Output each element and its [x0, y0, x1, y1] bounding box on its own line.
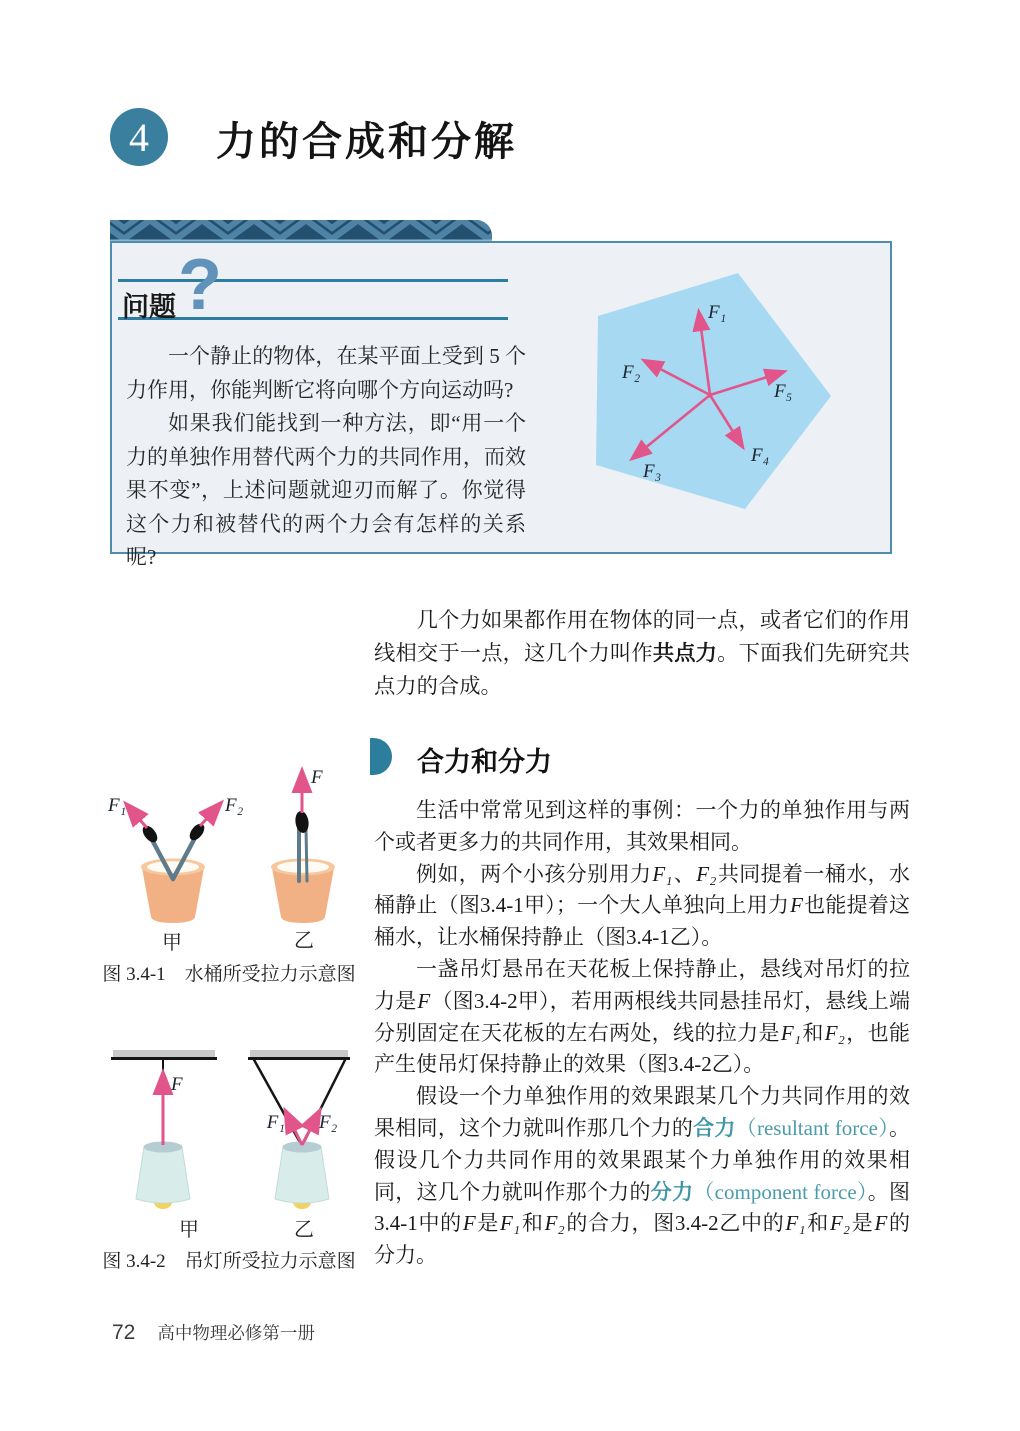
body-paragraph: 一盏吊灯悬吊在天花板上保持静止，悬线对吊灯的拉力是F（图3.4-2甲），若用两根线共同悬挂吊灯，悬线上端分别固定在天花板的左右两处，线的拉力是F₁和F₂，也能产生使吊灯保持静止的效果（图3.4-2乙）。: [374, 956, 911, 1077]
force-label-f1: F₁: [108, 795, 127, 816]
subfigure-label-yi: 乙: [294, 1219, 314, 1241]
lampshade-right: [275, 1147, 329, 1203]
handle-right-rod2: [306, 829, 307, 881]
subfigure-label-yi: 乙: [294, 930, 314, 952]
section-heading: 合力和分力: [417, 747, 552, 777]
bucket-left-opening: [147, 861, 199, 873]
subfigure-label-jia: 甲: [162, 932, 182, 954]
force-label-f: F: [311, 767, 323, 788]
figure-3-4-2: [100, 1046, 365, 1276]
footer-book-title: 高中物理必修第一册: [157, 1323, 315, 1343]
figure-caption: 图 3.4-1 水桶所受拉力示意图: [102, 964, 356, 985]
ceiling-bar-right: [250, 1050, 348, 1058]
lampshade-left: [136, 1147, 190, 1203]
hand-right-icon: [187, 821, 207, 843]
force-label-f3: F₃: [643, 461, 662, 482]
force-arrow-f1: [127, 805, 147, 828]
heading-rule-top: [118, 279, 508, 282]
body-paragraph: 生活中常常见到这样的事例：一个力的单独作用与两个或者更多力的共同作用，其效果相同。: [374, 798, 910, 854]
five-forces-diagram: [588, 265, 890, 551]
section-bullet-icon: [370, 738, 392, 775]
heading-rule-bottom: [118, 317, 508, 320]
bucket-right-opening: [277, 861, 329, 873]
bucket-forces-drawing: [100, 763, 365, 925]
body-paragraph: 例如，两个小孩分别用力F₁、F₂共同提着一桶水，水桶静止（图3.4-1甲）；一个大人单独向上用力F也能提着这桶水，让水桶保持静止（图3.4-1乙）。: [374, 861, 911, 950]
question-text: [126, 340, 526, 575]
force-label-f2: F₂: [225, 795, 244, 816]
question-box-heading: 问题: [122, 292, 176, 322]
bucket-right: [272, 868, 334, 923]
force-label-f: F: [171, 1074, 183, 1095]
chevron-band-decoration: [110, 220, 492, 242]
question-mark-glyph: ?: [178, 245, 222, 325]
figure-3-4-1: [100, 763, 365, 993]
question-box: [110, 241, 892, 569]
lamp-forces-drawing: [100, 1046, 365, 1210]
force-label-f1: F₁: [266, 1112, 285, 1133]
chevron-pattern: [110, 220, 492, 242]
hand-single-icon: [294, 810, 310, 834]
force-arrow-f1: [286, 1112, 302, 1145]
question-paragraph: 一个静止的物体，在某平面上受到 5 个力作用，你能判断它将向哪个方向运动吗?: [126, 344, 526, 402]
force-label-f2: F₂: [319, 1112, 338, 1133]
hand-left-icon: [140, 823, 160, 845]
page-number: 72: [112, 1321, 136, 1344]
chapter-title: 力的合成和分解: [216, 119, 517, 164]
force-arrow-f2: [200, 804, 220, 826]
question-paragraph: 如果我们能找到一种方法，即“用一个力的单独作用替代两个力的共同作用，而效果不变”，上述问题就迎刃而解了。你觉得这个力和被替代的两个力会有怎样的关系呢?: [126, 411, 526, 569]
chapter-number-badge: [110, 108, 168, 166]
body-paragraph: 假设一个力单独作用的效果跟某几个力共同作用的效果相同，这个力就叫作那几个力的合力（resultant force）。假设几个力共同作用的效果跟某个力单独作用的效果相同，这几个力就叫作那个力的分力（component force）。图3.4-1中的F是F₁和F₂的合力，图3.4-2乙中的F₁和F₂是F的分力。: [374, 1084, 911, 1268]
intro-paragraph: 几个力如果都作用在物体的同一点，或者它们的作用线相交于一点，这几个力叫作共点力。下面我们先研究共点力的合成。: [374, 608, 910, 698]
force-label-f4: F₄: [751, 445, 770, 466]
chapter-number: 4: [129, 114, 149, 160]
force-arrow-f2: [302, 1112, 319, 1145]
force-label-f5: F₅: [774, 381, 793, 402]
section-body-text: [374, 795, 910, 1272]
forces-origin-point: [707, 392, 712, 397]
force-label-f1: F₁: [708, 302, 727, 323]
section-header: [370, 738, 910, 778]
subfigure-label-jia: 甲: [179, 1219, 199, 1241]
force-label-f2: F₂: [622, 362, 641, 383]
ceiling-bar-left: [113, 1050, 215, 1058]
page-footer: [112, 1320, 315, 1345]
figure-caption: 图 3.4-2 吊灯所受拉力示意图: [102, 1251, 356, 1272]
